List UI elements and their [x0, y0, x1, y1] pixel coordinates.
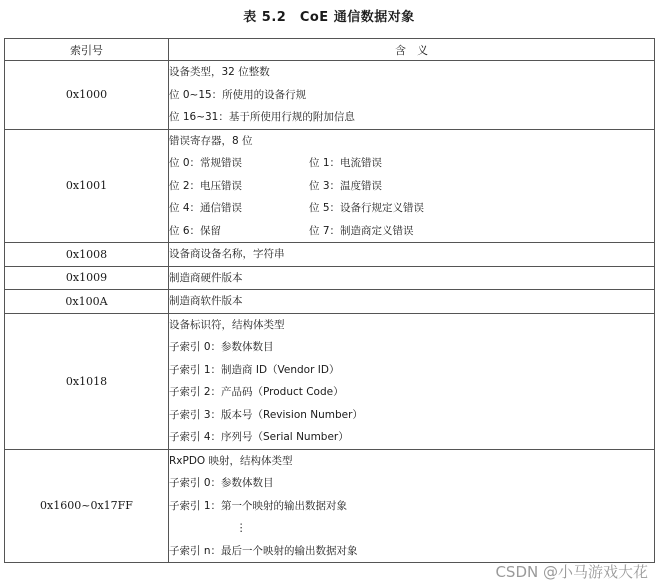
- meaning-line: 子索引 1：第一个映射的输出数据对象: [169, 499, 348, 512]
- ellipsis-marker: ⋮: [236, 522, 248, 534]
- meaning-cell: [169, 449, 655, 563]
- meaning-cell: [169, 129, 655, 243]
- watermark: CSDN @小马游戏大花: [495, 563, 648, 581]
- header-meaning: 含 义: [169, 39, 655, 61]
- meaning-line: 制造商硬件版本: [169, 271, 243, 284]
- meaning-line: 子索引 n：最后一个映射的输出数据对象: [169, 544, 358, 557]
- table-row: [5, 129, 655, 243]
- meaning-cell: [169, 266, 655, 290]
- meaning-line: 位 0~15：所使用的设备行规: [169, 88, 307, 101]
- meaning-cell: [169, 290, 655, 314]
- table-row: [5, 290, 655, 314]
- index-cell: 0x1008: [5, 243, 169, 267]
- meaning-line: 错误寄存器，8 位: [169, 134, 253, 147]
- index-cell: 0x1600~0x17FF: [5, 449, 169, 563]
- meaning-line: 设备商设备名称，字符串: [169, 248, 285, 260]
- header-index: 索引号: [5, 39, 169, 61]
- meaning-line: 子索引 0：参数体数目: [169, 477, 274, 489]
- bit-item: 位 0：常规错误: [169, 157, 243, 169]
- bit-item: 位 3：温度错误: [309, 179, 383, 192]
- meaning-line: 设备类型，32 位整数: [169, 66, 270, 78]
- table-row: [5, 243, 655, 267]
- meaning-cell: [169, 243, 655, 267]
- meaning-line: 位 16~31：基于所使用行规的附加信息: [169, 111, 355, 123]
- meaning-cell: [169, 61, 655, 130]
- bit-item: 位 1：电流错误: [309, 157, 383, 169]
- table-row: [5, 266, 655, 290]
- bit-pair: [169, 220, 654, 243]
- table-row: [5, 449, 655, 563]
- bit-pair: [169, 175, 654, 198]
- header-row: [5, 39, 655, 61]
- bit-pair: [169, 152, 654, 175]
- meaning-line: 设备标识符，结构体类型: [169, 318, 285, 331]
- index-cell: 0x100A: [5, 290, 169, 314]
- table-row: [5, 61, 655, 130]
- meaning-line: 子索引 2：产品码（Product Code）: [169, 386, 344, 398]
- index-cell: 0x1000: [5, 61, 169, 130]
- meaning-line: 制造商软件版本: [169, 295, 243, 307]
- bit-item: 位 6：保留: [169, 224, 222, 237]
- bit-pair: [169, 197, 654, 220]
- index-cell: 0x1009: [5, 266, 169, 290]
- meaning-line: 子索引 3：版本号（Revision Number）: [169, 408, 363, 421]
- bit-item: 位 2：电压错误: [169, 179, 243, 192]
- index-cell: 0x1018: [5, 313, 169, 449]
- meaning-line: RxPDO 映射，结构体类型: [169, 454, 293, 467]
- bit-item: 位 5：设备行规定义错误: [309, 202, 425, 214]
- index-cell: 0x1001: [5, 129, 169, 243]
- meaning-line: 子索引 4：序列号（Serial Number）: [169, 431, 349, 443]
- table-row: [5, 313, 655, 449]
- table-caption: 表 5.2 CoE 通信数据对象: [243, 10, 415, 25]
- meaning-line: 子索引 1：制造商 ID（Vendor ID）: [169, 363, 340, 376]
- coe-object-table: [4, 38, 655, 563]
- meaning-cell: [169, 313, 655, 449]
- bit-item: 位 7：制造商定义错误: [309, 224, 414, 237]
- bit-item: 位 4：通信错误: [169, 202, 243, 214]
- meaning-line: 子索引 0：参数体数目: [169, 341, 274, 353]
